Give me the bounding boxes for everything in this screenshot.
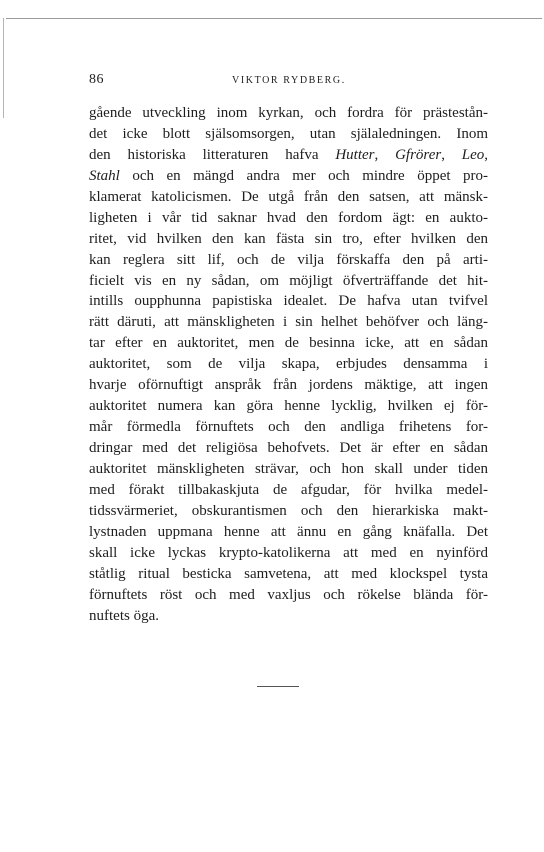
text-line: hvarje oförnuftigt anspråk från jordens mäktige, att ingen xyxy=(89,377,488,394)
text-run: den historiska litteraturen hafva xyxy=(89,146,336,163)
author-name-stahl: Stahl xyxy=(89,167,120,184)
text-line: kan reglera sitt lif, och de vilja förskaffa den på arti- xyxy=(89,251,488,268)
text-line: tidssvärmeriet, obskurantismen och den hierarkiska makt- xyxy=(89,502,488,519)
section-end-rule xyxy=(257,686,299,687)
text-line: ligheten i vår tid saknar hvad den fordom ägt: en aukto- xyxy=(89,209,488,226)
author-name-leo: Leo xyxy=(461,146,485,163)
text-run: och en mängd andra mer och mindre öppet pro- xyxy=(119,167,488,184)
text-line: gående utveckling inom kyrkan, och fordra för prästestån- xyxy=(89,105,488,121)
text-line: intills oupphunna papistiska idealet. De hafva utan tvifvel xyxy=(89,293,488,310)
author-name-gfrorer: Gfrörer xyxy=(395,146,442,163)
text-line xyxy=(89,166,488,187)
text-line: ritet, vid hvilken den kan fästa sin tro, efter hvilken den xyxy=(89,230,488,247)
page-top-border xyxy=(6,18,542,19)
text-line: auktoritet, som de vilja skapa, erbjudes densamma i xyxy=(89,356,488,373)
author-name-hutter: Hutter xyxy=(335,146,375,163)
text-line xyxy=(89,145,488,166)
text-line: ståtlig ritual besticka samvetena, att med klockspel tysta xyxy=(89,565,488,582)
text-run: , xyxy=(484,146,489,163)
text-line: förnuftets röst och med vaxljus och rökelse blända för- xyxy=(89,586,488,603)
text-line: rätt däruti, att mänskligheten i sin helhet behöfver och läng- xyxy=(89,314,488,331)
text-line: nuftets öga. xyxy=(89,607,159,624)
text-line: auktoritet mänskligheten strävar, och hon skall under tiden xyxy=(89,460,488,477)
page-left-border xyxy=(3,18,4,118)
text-run: , xyxy=(441,146,462,163)
text-line: lystnaden uppmana henne att ännu en gång knäfalla. Det xyxy=(89,523,488,540)
text-line: skall icke lyckas krypto-katolikerna att med en nyinförd xyxy=(89,544,488,561)
text-line: ficielt vis en ny sådan, om möjligt öfverträffande det hit- xyxy=(89,272,488,289)
text-line: det icke blott själsomsorgen, utan själaledningen. Inom xyxy=(89,125,488,142)
text-line: auktoritet numera kan göra henne lycklig, hvilken ej för- xyxy=(89,398,488,415)
text-line: dringar med det religiösa behofvets. Det är efter en sådan xyxy=(89,440,488,456)
page-number: 86 xyxy=(89,72,104,87)
text-line: tar efter en auktoritet, men de besinna icke, att en sådan xyxy=(89,335,488,352)
running-head: VIKTOR RYDBERG. xyxy=(232,75,346,86)
text-line: med förakt tillbakaskjuta de afgudar, för hvilka medel- xyxy=(89,481,488,498)
text-line: mår förmedla förnuftets och den andliga frihetens for- xyxy=(89,419,488,436)
body-text xyxy=(89,103,488,626)
text-line: klamerat katolicismen. De utgå från den satsen, att mänsk- xyxy=(89,188,488,205)
text-run: , xyxy=(374,146,396,163)
